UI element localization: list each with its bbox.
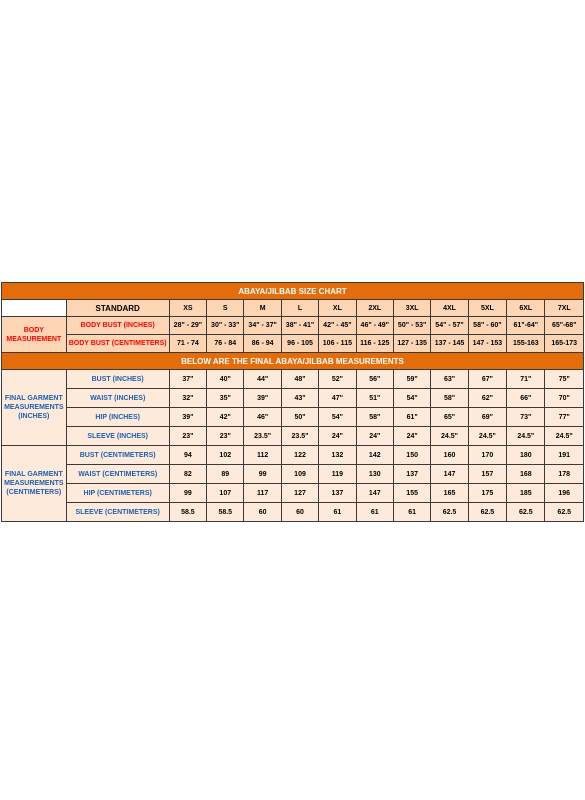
garment-inches-value-cell: 73" xyxy=(507,408,545,427)
garment-inches-value-cell: 47" xyxy=(319,389,356,408)
garment-cm-row xyxy=(2,503,584,522)
garment-inches-value-cell: 66" xyxy=(507,389,545,408)
garment-inches-value-cell: 54" xyxy=(319,408,356,427)
size-chart-body xyxy=(2,283,584,522)
size-header-cell: XS xyxy=(169,300,206,317)
garment-cm-value-cell: 150 xyxy=(393,446,430,465)
garment-cm-value-cell: 112 xyxy=(244,446,281,465)
garment-cm-value-cell: 82 xyxy=(169,465,206,484)
garment-inches-value-cell: 52" xyxy=(319,370,356,389)
body-measurement-value-cell: 28" - 29" xyxy=(169,317,206,335)
garment-cm-value-cell: 119 xyxy=(319,465,356,484)
body-measurement-value-cell: 86 - 94 xyxy=(244,335,281,353)
garment-inches-value-cell: 75" xyxy=(545,370,584,389)
garment-cm-value-cell: 147 xyxy=(431,465,468,484)
size-header-cell: XL xyxy=(319,300,356,317)
garment-cm-value-cell: 165 xyxy=(431,484,468,503)
garment-cm-value-cell: 117 xyxy=(244,484,281,503)
garment-cm-value-cell: 160 xyxy=(431,446,468,465)
garment-inches-value-cell: 58" xyxy=(431,389,468,408)
garment-inches-value-cell: 61" xyxy=(393,408,430,427)
body-measurement-value-cell: 165-173 xyxy=(545,335,584,353)
garment-cm-value-cell: 137 xyxy=(393,465,430,484)
body-measurement-value-cell: 46" - 49" xyxy=(356,317,393,335)
garment-cm-value-cell: 107 xyxy=(207,484,244,503)
size-header-cell: S xyxy=(207,300,244,317)
garment-inches-value-cell: 24.5" xyxy=(545,427,584,446)
garment-cm-value-cell: 61 xyxy=(393,503,430,522)
body-measurement-group-label: BODY MEASUREMENT xyxy=(2,317,67,353)
garment-inches-value-cell: 58" xyxy=(356,408,393,427)
body-measurement-value-cell: 147 - 153 xyxy=(468,335,506,353)
garment-inches-value-cell: 32" xyxy=(169,389,206,408)
garment-inches-value-cell: 23.5" xyxy=(244,427,281,446)
body-measurement-value-cell: 54" - 57" xyxy=(431,317,468,335)
body-measurement-row-label: BODY BUST (INCHES) xyxy=(66,317,169,335)
garment-inches-row xyxy=(2,408,584,427)
header-blank-cell xyxy=(2,300,67,317)
garment-cm-value-cell: 102 xyxy=(207,446,244,465)
garment-cm-row xyxy=(2,465,584,484)
body-measurement-value-cell: 61"-64" xyxy=(507,317,545,335)
garment-cm-value-cell: 155 xyxy=(393,484,430,503)
garment-inches-value-cell: 77" xyxy=(545,408,584,427)
garment-cm-row xyxy=(2,484,584,503)
garment-inches-value-cell: 51" xyxy=(356,389,393,408)
size-chart-table xyxy=(1,282,584,522)
garment-inches-value-cell: 35" xyxy=(207,389,244,408)
garment-cm-value-cell: 99 xyxy=(244,465,281,484)
garment-cm-value-cell: 60 xyxy=(281,503,318,522)
garment-inches-value-cell: 23" xyxy=(169,427,206,446)
garment-inches-group-label: FINAL GARMENT MEASUREMENTS (INCHES) xyxy=(2,370,67,446)
body-measurement-value-cell: 96 - 105 xyxy=(281,335,318,353)
garment-inches-value-cell: 65" xyxy=(431,408,468,427)
size-header-row xyxy=(2,300,584,317)
body-measurement-value-cell: 106 - 115 xyxy=(319,335,356,353)
garment-inches-value-cell: 48" xyxy=(281,370,318,389)
garment-inches-value-cell: 63" xyxy=(431,370,468,389)
garment-inches-value-cell: 24.5" xyxy=(507,427,545,446)
garment-cm-value-cell: 62.5 xyxy=(431,503,468,522)
garment-cm-row-label: SLEEVE (CENTIMETERS) xyxy=(66,503,169,522)
body-measurement-value-cell: 137 - 145 xyxy=(431,335,468,353)
garment-inches-value-cell: 54" xyxy=(393,389,430,408)
garment-cm-value-cell: 127 xyxy=(281,484,318,503)
body-measurement-row-label: BODY BUST (CENTIMETERS) xyxy=(66,335,169,353)
garment-cm-row-label: WAIST (CENTIMETERS) xyxy=(66,465,169,484)
garment-cm-value-cell: 185 xyxy=(507,484,545,503)
garment-cm-value-cell: 109 xyxy=(281,465,318,484)
garment-cm-value-cell: 62.5 xyxy=(507,503,545,522)
garment-inches-value-cell: 71" xyxy=(507,370,545,389)
garment-cm-value-cell: 147 xyxy=(356,484,393,503)
garment-inches-value-cell: 24" xyxy=(319,427,356,446)
garment-inches-value-cell: 44" xyxy=(244,370,281,389)
garment-cm-value-cell: 61 xyxy=(356,503,393,522)
body-measurement-value-cell: 116 - 125 xyxy=(356,335,393,353)
garment-inches-row-label: BUST (INCHES) xyxy=(66,370,169,389)
body-measurement-value-cell: 155-163 xyxy=(507,335,545,353)
garment-cm-value-cell: 99 xyxy=(169,484,206,503)
size-header-cell: 3XL xyxy=(393,300,430,317)
body-measurement-row xyxy=(2,317,584,335)
garment-inches-row-label: HIP (INCHES) xyxy=(66,408,169,427)
garment-inches-value-cell: 50" xyxy=(281,408,318,427)
garment-cm-value-cell: 60 xyxy=(244,503,281,522)
body-measurement-value-cell: 71 - 74 xyxy=(169,335,206,353)
garment-cm-value-cell: 58.5 xyxy=(169,503,206,522)
garment-cm-value-cell: 130 xyxy=(356,465,393,484)
body-measurement-value-cell: 65"-68" xyxy=(545,317,584,335)
garment-inches-value-cell: 69" xyxy=(468,408,506,427)
garment-cm-value-cell: 157 xyxy=(468,465,506,484)
garment-inches-value-cell: 39" xyxy=(169,408,206,427)
garment-inches-value-cell: 43" xyxy=(281,389,318,408)
standard-label: STANDARD xyxy=(66,300,169,317)
garment-cm-value-cell: 196 xyxy=(545,484,584,503)
garment-inches-value-cell: 67" xyxy=(468,370,506,389)
garment-cm-value-cell: 62.5 xyxy=(468,503,506,522)
garment-inches-row-label: SLEEVE (INCHES) xyxy=(66,427,169,446)
divider-label: BELOW ARE THE FINAL ABAYA/JILBAB MEASUREMENTS xyxy=(2,353,584,370)
garment-cm-value-cell: 175 xyxy=(468,484,506,503)
size-header-cell: 5XL xyxy=(468,300,506,317)
garment-inches-value-cell: 62" xyxy=(468,389,506,408)
garment-inches-value-cell: 70" xyxy=(545,389,584,408)
body-measurement-value-cell: 42" - 45" xyxy=(319,317,356,335)
body-measurement-value-cell: 50" - 53" xyxy=(393,317,430,335)
garment-cm-value-cell: 58.5 xyxy=(207,503,244,522)
size-header-cell: 2XL xyxy=(356,300,393,317)
body-measurement-value-cell: 30" - 33" xyxy=(207,317,244,335)
size-header-cell: 6XL xyxy=(507,300,545,317)
size-header-cell: 7XL xyxy=(545,300,584,317)
garment-inches-value-cell: 40" xyxy=(207,370,244,389)
garment-inches-value-cell: 37" xyxy=(169,370,206,389)
garment-cm-value-cell: 178 xyxy=(545,465,584,484)
garment-cm-value-cell: 180 xyxy=(507,446,545,465)
size-header-cell: L xyxy=(281,300,318,317)
garment-cm-row-label: HIP (CENTIMETERS) xyxy=(66,484,169,503)
garment-inches-row-label: WAIST (INCHES) xyxy=(66,389,169,408)
body-measurement-value-cell: 34" - 37" xyxy=(244,317,281,335)
garment-inches-value-cell: 23" xyxy=(207,427,244,446)
garment-inches-value-cell: 24.5" xyxy=(431,427,468,446)
garment-cm-value-cell: 62.5 xyxy=(545,503,584,522)
garment-inches-value-cell: 23.5" xyxy=(281,427,318,446)
garment-inches-value-cell: 59" xyxy=(393,370,430,389)
body-measurement-value-cell: 127 - 135 xyxy=(393,335,430,353)
garment-cm-value-cell: 132 xyxy=(319,446,356,465)
garment-cm-value-cell: 61 xyxy=(319,503,356,522)
garment-inches-value-cell: 56" xyxy=(356,370,393,389)
garment-cm-value-cell: 94 xyxy=(169,446,206,465)
garment-inches-row xyxy=(2,370,584,389)
garment-cm-value-cell: 168 xyxy=(507,465,545,484)
garment-cm-value-cell: 142 xyxy=(356,446,393,465)
garment-inches-row xyxy=(2,427,584,446)
garment-cm-row xyxy=(2,446,584,465)
garment-cm-value-cell: 137 xyxy=(319,484,356,503)
garment-cm-group-label: FINAL GARMENT MEASUREMENTS (CENTIMETERS) xyxy=(2,446,67,522)
body-measurement-value-cell: 38" - 41" xyxy=(281,317,318,335)
garment-inches-value-cell: 42" xyxy=(207,408,244,427)
garment-cm-value-cell: 191 xyxy=(545,446,584,465)
garment-inches-value-cell: 39" xyxy=(244,389,281,408)
garment-cm-row-label: BUST (CENTIMETERS) xyxy=(66,446,169,465)
divider-row xyxy=(2,353,584,370)
garment-inches-row xyxy=(2,389,584,408)
garment-inches-value-cell: 24" xyxy=(393,427,430,446)
size-header-cell: 4XL xyxy=(431,300,468,317)
body-measurement-row xyxy=(2,335,584,353)
size-header-cell: M xyxy=(244,300,281,317)
garment-cm-value-cell: 89 xyxy=(207,465,244,484)
garment-inches-value-cell: 24" xyxy=(356,427,393,446)
garment-cm-value-cell: 122 xyxy=(281,446,318,465)
garment-cm-value-cell: 170 xyxy=(468,446,506,465)
body-measurement-value-cell: 76 - 84 xyxy=(207,335,244,353)
garment-inches-value-cell: 46" xyxy=(244,408,281,427)
garment-inches-value-cell: 24.5" xyxy=(468,427,506,446)
body-measurement-value-cell: 58" - 60" xyxy=(468,317,506,335)
chart-title: ABAYA/JILBAB SIZE CHART xyxy=(2,283,584,300)
